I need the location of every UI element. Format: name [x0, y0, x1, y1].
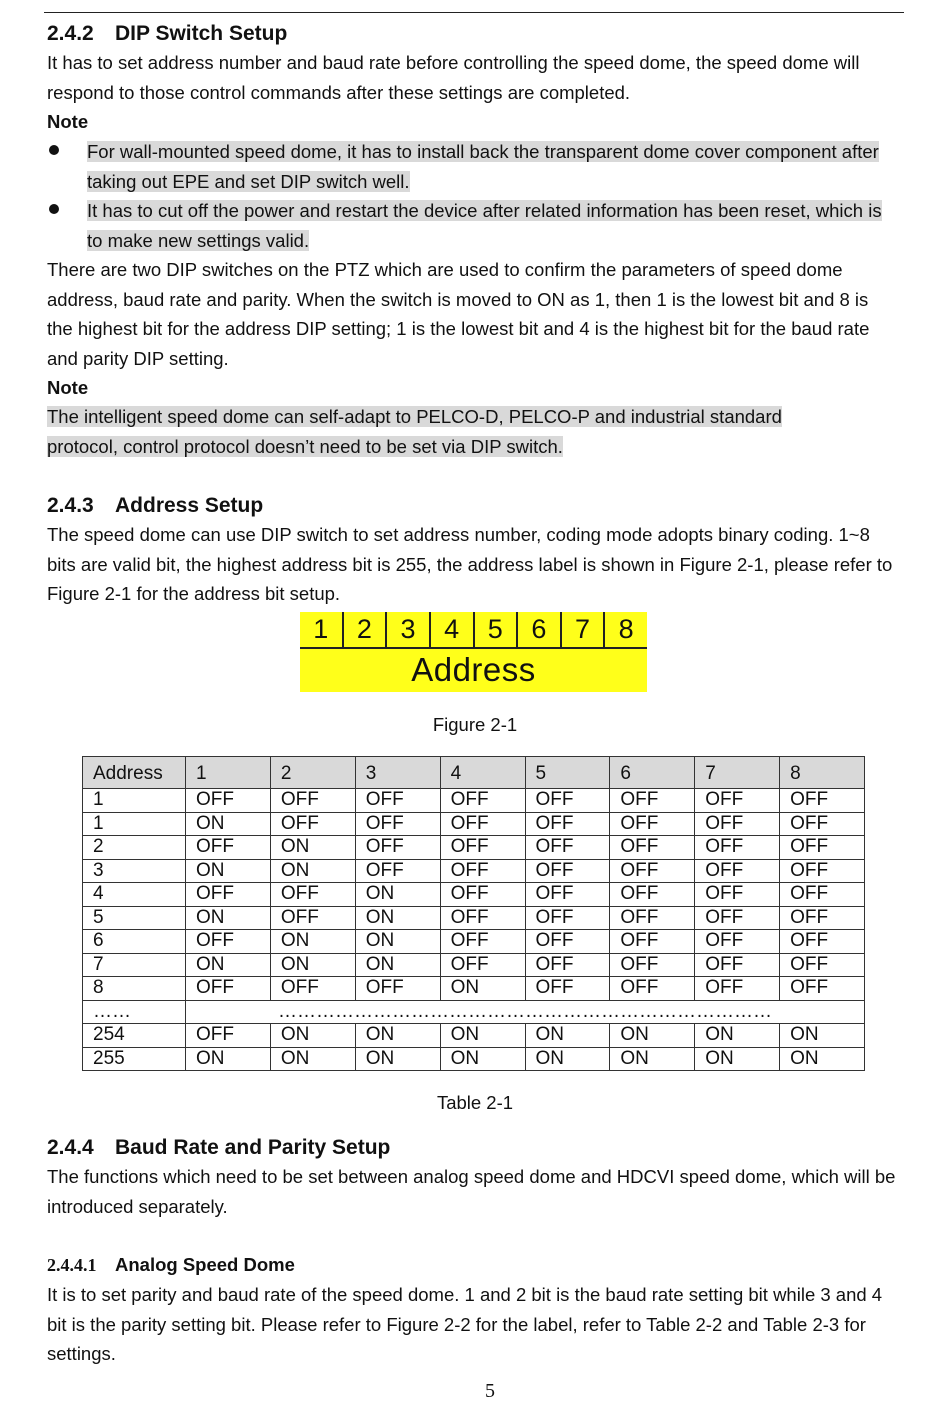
bit-cell: OFF	[186, 883, 271, 907]
address-bit-row	[300, 612, 647, 649]
address-cell: Address	[83, 757, 186, 789]
bit-cell: 5	[525, 757, 610, 789]
bit-cell: OFF	[780, 836, 865, 860]
bit-cell: 6	[610, 757, 695, 789]
address-cell: 4	[83, 883, 186, 907]
bit-cell: ON	[186, 812, 271, 836]
note-bullet	[47, 196, 897, 255]
address-cell: 5	[83, 906, 186, 930]
table-row	[83, 836, 865, 860]
figure-caption: Figure 2-1	[432, 714, 518, 735]
table-ellipsis-row	[83, 1000, 865, 1024]
bit-cell: OFF	[610, 883, 695, 907]
table-row	[83, 883, 865, 907]
table-header-row	[83, 757, 865, 789]
bit-cell: OFF	[695, 953, 780, 977]
bit-cell: OFF	[610, 953, 695, 977]
bit-cell: OFF	[355, 812, 440, 836]
section-heading-2-4-2	[47, 21, 287, 47]
bit-cell: OFF	[270, 977, 355, 1001]
address-bit: 7	[562, 612, 606, 647]
bit-cell: ON	[270, 953, 355, 977]
bit-cell: OFF	[695, 789, 780, 813]
section-heading-2-4-3	[47, 493, 263, 519]
bit-cell: OFF	[440, 789, 525, 813]
bit-cell: ON	[270, 836, 355, 860]
bit-cell: OFF	[186, 789, 271, 813]
note-bullet-list	[47, 137, 897, 255]
bit-cell: OFF	[610, 859, 695, 883]
bit-cell: ON	[355, 953, 440, 977]
section-title: Address Setup	[115, 494, 264, 517]
bit-cell: OFF	[610, 789, 695, 813]
address-bit: 2	[344, 612, 388, 647]
bit-cell: ON	[186, 953, 271, 977]
table-row	[83, 930, 865, 954]
bit-cell: OFF	[525, 930, 610, 954]
bit-cell: OFF	[525, 812, 610, 836]
bit-cell: OFF	[695, 859, 780, 883]
bit-cell: ON	[525, 1047, 610, 1071]
bit-cell: OFF	[270, 906, 355, 930]
bit-cell: OFF	[780, 930, 865, 954]
section-number: 2.4.2	[47, 22, 94, 45]
section-title: Baud Rate and Parity Setup	[115, 1136, 391, 1159]
bit-cell: OFF	[355, 977, 440, 1001]
bit-cell: OFF	[610, 930, 695, 954]
bit-cell: ON	[355, 1024, 440, 1048]
bit-cell: 3	[355, 757, 440, 789]
subsection-title: Analog Speed Dome	[115, 1254, 295, 1275]
subsection-number: 2.4.4.1	[47, 1255, 97, 1275]
bit-cell: ON	[270, 859, 355, 883]
bit-cell: OFF	[355, 836, 440, 860]
bit-cell: ON	[270, 930, 355, 954]
address-bit: 3	[387, 612, 431, 647]
bit-cell: OFF	[186, 1024, 271, 1048]
bit-cell: ON	[780, 1047, 865, 1071]
page-number: 5	[485, 1380, 495, 1402]
section-heading-2-4-4	[47, 1135, 390, 1161]
address-cell: 255	[83, 1047, 186, 1071]
bit-cell: OFF	[780, 812, 865, 836]
bit-cell: OFF	[780, 953, 865, 977]
bit-cell: OFF	[355, 859, 440, 883]
bit-cell: 1	[186, 757, 271, 789]
bit-cell: OFF	[525, 977, 610, 1001]
bit-cell: OFF	[695, 812, 780, 836]
bit-cell: OFF	[440, 836, 525, 860]
address-cell: 254	[83, 1024, 186, 1048]
note-bullet	[47, 137, 897, 196]
bit-cell: ON	[355, 930, 440, 954]
bit-cell: 2	[270, 757, 355, 789]
bit-cell: OFF	[695, 836, 780, 860]
bullet-text: For wall-mounted speed dome, it has to install back the transparent dome cover component after taking out EPE and set DIP switch well.	[87, 141, 879, 192]
ellipsis-cell: ……………………………………………………………………	[186, 1000, 865, 1024]
bit-cell: ON	[525, 1024, 610, 1048]
section-number: 2.4.4	[47, 1136, 94, 1159]
address-cell: 6	[83, 930, 186, 954]
bullet-icon	[49, 145, 59, 155]
bit-cell: OFF	[186, 977, 271, 1001]
table-row	[83, 1047, 865, 1071]
section-title: DIP Switch Setup	[115, 22, 288, 45]
bit-cell: OFF	[525, 906, 610, 930]
address-bit: 6	[518, 612, 562, 647]
address-bit: 1	[300, 612, 344, 647]
bit-cell: ON	[186, 906, 271, 930]
bullet-text: It has to cut off the power and restart the device after related information has been reset, which is to make new settings valid.	[87, 200, 882, 251]
bit-cell: ON	[355, 883, 440, 907]
bit-cell: OFF	[440, 883, 525, 907]
bit-cell: ON	[695, 1024, 780, 1048]
bit-cell: ON	[440, 1047, 525, 1071]
bit-cell: ON	[355, 906, 440, 930]
address-cell: 2	[83, 836, 186, 860]
bit-cell: OFF	[695, 906, 780, 930]
bit-cell: OFF	[270, 883, 355, 907]
bit-cell: OFF	[780, 883, 865, 907]
bit-cell: OFF	[610, 906, 695, 930]
table-row	[83, 906, 865, 930]
table-row	[83, 812, 865, 836]
bit-cell: OFF	[270, 789, 355, 813]
bit-cell: OFF	[780, 789, 865, 813]
bit-cell: ON	[355, 1047, 440, 1071]
bit-cell: OFF	[610, 977, 695, 1001]
address-bit: 8	[618, 614, 634, 644]
address-label-text: Address	[411, 651, 536, 688]
bit-cell: OFF	[440, 859, 525, 883]
table-caption: Table 2-1	[436, 1092, 514, 1113]
bit-cell: OFF	[695, 883, 780, 907]
bit-cell: OFF	[780, 977, 865, 1001]
address-cell: ……	[83, 1000, 186, 1024]
table-row	[83, 1024, 865, 1048]
section-number: 2.4.3	[47, 494, 94, 517]
analog-body-paragraph: It is to set parity and baud rate of the speed dome. 1 and 2 bit is the baud rate setting bit while 3 and 4 bit is the parity setting bit. Please refer to Figure 2-2 for the label, refer to Table 2-2 and Table 2-3 for settings.	[47, 1284, 883, 1364]
address-body-paragraph: The speed dome can use DIP switch to set address number, coding mode adopts binary coding. 1~8 bits are valid bit, the highest address bit is 255, the address label is shown in Figure 2-1, please refer to Figure 2-1 for the address bit setup.	[47, 524, 893, 604]
bit-cell: ON	[186, 1047, 271, 1071]
bit-cell: ON	[610, 1024, 695, 1048]
bit-cell: ON	[610, 1047, 695, 1071]
address-dip-table	[82, 756, 865, 1071]
bit-cell: ON	[186, 859, 271, 883]
bit-cell: OFF	[270, 812, 355, 836]
protocol-note-text: The intelligent speed dome can self-adapt to PELCO-D, PELCO-P and industrial standard protocol, control protocol doesn’t need to be set via DIP switch.	[47, 406, 782, 457]
address-cell: 3	[83, 859, 186, 883]
bit-cell: ON	[695, 1047, 780, 1071]
table-row	[83, 859, 865, 883]
address-cell: 1	[83, 812, 186, 836]
bit-cell: OFF	[610, 812, 695, 836]
bit-cell: OFF	[525, 859, 610, 883]
bit-cell: OFF	[525, 883, 610, 907]
address-cell: 1	[83, 789, 186, 813]
bit-cell: OFF	[186, 836, 271, 860]
baud-body-paragraph: The functions which need to be set between analog speed dome and HDCVI speed dome, which will be introduced separately.	[47, 1166, 896, 1217]
bit-cell: OFF	[355, 789, 440, 813]
table-row	[83, 789, 865, 813]
bit-cell: 8	[780, 757, 865, 789]
bit-cell: ON	[440, 1024, 525, 1048]
bit-cell: 7	[695, 757, 780, 789]
table-row	[83, 977, 865, 1001]
table-row	[83, 953, 865, 977]
bit-cell: OFF	[525, 953, 610, 977]
bit-cell: ON	[270, 1024, 355, 1048]
bit-cell: OFF	[525, 789, 610, 813]
bit-cell: OFF	[780, 906, 865, 930]
bit-cell: OFF	[440, 953, 525, 977]
address-label-figure	[300, 612, 647, 692]
note-label: Note	[47, 111, 89, 132]
bit-cell: ON	[270, 1047, 355, 1071]
address-cell: 8	[83, 977, 186, 1001]
bit-cell: 4	[440, 757, 525, 789]
address-bit: 5	[475, 612, 519, 647]
bit-cell: ON	[440, 977, 525, 1001]
bit-cell: OFF	[525, 836, 610, 860]
address-cell: 7	[83, 953, 186, 977]
bit-cell: OFF	[440, 930, 525, 954]
bullet-icon	[49, 204, 59, 214]
header-rule	[44, 12, 904, 13]
address-bit: 4	[431, 612, 475, 647]
subsection-heading-2-4-4-1	[47, 1252, 295, 1278]
bit-cell: OFF	[440, 812, 525, 836]
protocol-note-paragraph	[47, 402, 847, 461]
note-label-2: Note	[47, 377, 89, 398]
bit-cell: OFF	[695, 930, 780, 954]
bit-cell: OFF	[186, 930, 271, 954]
dip-body-paragraph: There are two DIP switches on the PTZ which are used to confirm the parameters of speed dome address, baud rate and parity. When the switch is moved to ON as 1, then 1 is the lowest bit and 8 is the highest bit for the address DIP setting; 1 is the lowest bit and 4 is the highest bit for the baud rate and parity DIP setting.	[47, 259, 870, 369]
bit-cell: OFF	[610, 836, 695, 860]
dip-intro-paragraph: It has to set address number and baud rate before controlling the speed dome, the speed dome will respond to those control commands after these settings are completed.	[47, 52, 860, 103]
bit-cell: ON	[780, 1024, 865, 1048]
bit-cell: OFF	[695, 977, 780, 1001]
bit-cell: OFF	[440, 906, 525, 930]
bit-cell: OFF	[780, 859, 865, 883]
